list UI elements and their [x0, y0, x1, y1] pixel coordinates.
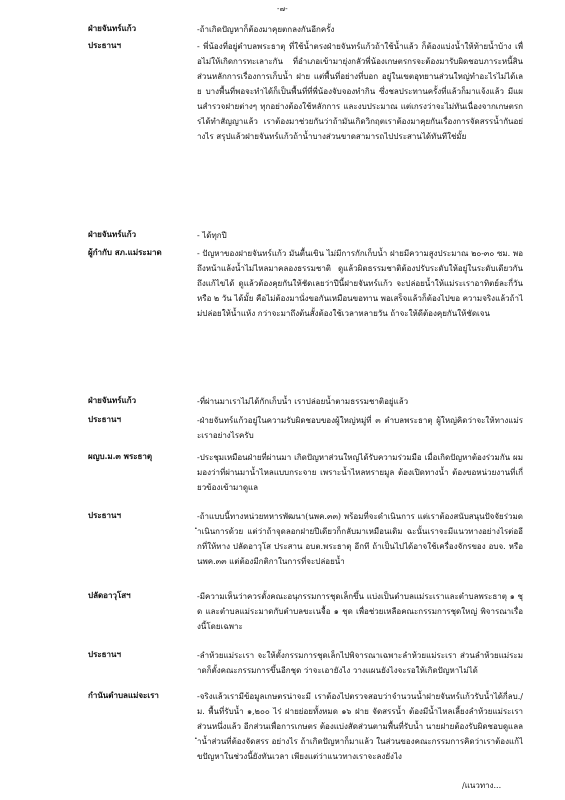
speaker-label: ประธานฯ — [88, 510, 122, 520]
speaker-label: กำนันตำบลแม่จะเรา — [88, 690, 159, 700]
minutes-entry — [0, 394, 565, 409]
minutes-entry — [0, 689, 565, 764]
statement-text: - พี่น้องที่อยู่ตำบลพระธาตุ ที่ใช้น้ำตรงฝ่ายจันทร์แก้วถ้าใช้น้ำแล้ว ก็ต้องแบ่งน้ำให้ท้ายน้ำบ้าง เพื่อไม่ให้เกิดการทะเลาะกัน ที่อำเภอเข้ามายุ่งกลัวพี่น้องเกษตรกรจะต้องมารับผิดชอบภาระหนี้สิน ส่วนหลักการเรื่องการเก็บน้ำ ฝาย แต่พื้นที่อย่างที่บอก อยู่ในเขตอุทยานส่วนใหญ่ทำอะไรไม่ได้เลย บางพื้นที่พอจะทำได้ก็เป็นพื้นที่ที่พี่น้องจับจองทำกิน ซึ่งชลประทานครั้งที่แล้วก็มาแจ้งแล้ว มีแผนสำรวจฝายต่างๆ ทุกอย่างต้องใช้หลักการ และงบประมาณ แต่เกรงว่าจะไม่ทันเนื่องจากเกษตรกรได้ทำสัญญาแล้ว เราต้องมาช่วยกันว่าถ้ามันเกิดวิกฤตเราต้องมาคุยกันเรื่องการจัดสรรน้ำกันอย่างไร สรุปแล้วฝายจันทร์แก้วถ้าน้ำบางส่วนขาดสามารถไปประสานได้ทันทีใช่มั้ย — [197, 42, 523, 141]
minutes-entry — [0, 509, 565, 569]
speaker-label: ประธานฯ — [88, 649, 122, 659]
statement-text: -ลำห้วยแม่ระเรา จะให้ตั้งกรรมการชุดเล็กไปพิจารณาเฉพาะลำห้วยแม่ระเรา ส่วนลำห้วยแม่ระมาดก็ตั้งคณะกรรมการขึ้นอีกชุด ว่าจะเอายังไง วางแผนยังไงจะรอให้เกิดปัญหาไม่ได้ — [197, 651, 523, 675]
speaker-label: ผญบ.ม.๓ พระธาตุ — [88, 451, 153, 461]
continuation-marker: /แนวทาง... — [462, 781, 502, 790]
statement-text: - ได้ทุกปี — [197, 231, 227, 240]
statement-text: -มีความเห็นว่าควรตั้งคณะอนุกรรมการชุดเล็กขึ้น แบ่งเป็นตำบลแม่ระเราและตำบลพระธาตุ ๑ ชุด และตำบลแม่ระมาดกับตำบลขะเนจื้อ ๑ ชุด เพื่อช่วยเหลือคณะกรรมการชุดใหญ่ พิจารณาเรื่องนี้โดยเฉพาะ — [197, 592, 523, 631]
minutes-entry — [0, 22, 565, 37]
page-number: -๗- — [277, 5, 288, 13]
statement-text: -ที่ผ่านมาเราไม่ได้กักเก็บน้ำ เราปล่อยน้ำตามธรรมชาติอยู่แล้ว — [197, 397, 409, 406]
speaker-label: ประธานฯ — [88, 414, 122, 424]
speaker-label: ผู้กำกับ สภ.แม่ระมาด — [88, 247, 162, 257]
speaker-label: ฝ่ายจันทร์แก้ว — [88, 23, 137, 33]
speaker-label: ปลัดอาวุโสฯ — [88, 590, 131, 600]
minutes-entry — [0, 413, 565, 443]
speaker-label: ฝ่ายจันทร์แก้ว — [88, 229, 137, 239]
minutes-entry — [0, 589, 565, 634]
statement-text: -ถ้าแบบนี้ทางหน่วยทหารพัฒนา(นพค.๓๓) พร้อมที่จะดำเนินการ แต่เราต้องสนับสนุนปัจจัยร่วมดำเนินการด้วย แต่ว่าถ้าจุดลอกฝายปีเดียวก็กลับมาเหมือนเดิม ฉะนั้นเราจะมีแนวทางอย่างไรต่ออีกที่ให้ทาง ปลัดอาวุโส ประสาน อบต.พระธาตุ อีกที ถ้าเป็นไปได้อาจใช้เครื่องจักรของ อบจ. หรือ นพค.๓๓ แต่ต้องมีกติกาในการที่จะปล่อยน้ำ — [197, 512, 523, 566]
statement-text: -ประชุมเหมือนฝ่ายที่ผ่านมา เกิดปัญหาส่วนใหญ่ได้รับความร่วมมือ เมื่อเกิดปัญหาต้องร่วมกัน ผมมองว่าที่ผ่านมาน้ำไหลแบบกระจาย เพราะน้ำไหลทรายมูล ต้องเปิดทางน้ำ ต้องขอหน่วยงานที่เกี่ยวข้องเข้ามาดูแล — [197, 453, 523, 492]
speaker-label: ฝ่ายจันทร์แก้ว — [88, 395, 137, 405]
statement-text: -จริงแล้วเรามีข้อมูลเกษตรน่าจะมี เราต้องไปตรวจสอบว่าจำนวนน้ำฝายจันทร์แก้วรับน้ำได้กี่ลบ./ม. พื้นที่รับน้ำ ๑,๒๐๐ ไร่ ฝายย่อยทั้งหมด ๑๖ ฝาย จัดสรรน้ำ ต้องมีน้ำไหลเลี้ยงลำห้วยแม่ระเรา ส่วนหนึ่งแล้ว อีกส่วนเพื่อการเกษตร ต้องแบ่งสัดส่วนตามพื้นที่รับน้ำ นายฝายต้องรับผิดชอบดูแลลำน้ำส่วนที่ต้องจัดสรร อย่างไร ถ้าเกิดปัญหาก็มาแล้ว ในส่วนของคณะกรรมการคิดว่าเราต้องแก้ไขปัญหาในช่วงนี้ยังทันเวลา เพียงแต่ว่าแนวทางเราจะลงยังไง — [197, 692, 523, 761]
statement-text: - ปัญหาของฝายจันทร์แก้ว มันตื้นเขิน ไม่มีการกักเก็บน้ำ ฝายมีความสูงประมาณ ๒๐-๓๐ ซม. พอถึงหน้าแล้งน้ำไม่ไหลมาคลองธรรมชาติ ดูแล้วผิดธรรมชาติต้องปรับระดับให้อยู่ในระดับเดียวกันถึงแก้ไขได้ ดูแล้วต้องคุยกันให้ชัดเลยว่าปีนี้ฝายจันทร์แก้ว จะปล่อยน้ำให้แม่ระเราอาทิตย์ละกี่วัน หรือ ๒ วัน ได้มั้ย คือไม่ต้องมานั่งขอกันเหมือนขอทาน พอเสร็จแล้วก็ต้องไปขอ ความจริงแล้วถ้าไม่ปล่อยให้น้ำแห้ง กว่าจะมาถึงต้นสั้งต้องใช้เวลาหลายวัน ถ้าจะให้ดีต้องคุยกันให้ชัดเจน — [197, 249, 523, 318]
speaker-label: ประธานฯ — [88, 40, 122, 50]
minutes-entry — [0, 39, 565, 144]
statement-text: -ถ้าเกิดปัญหาก็ต้องมาคุยตกลงกันอีกครั้ง — [197, 25, 335, 34]
minutes-entry — [0, 450, 565, 495]
minutes-entry — [0, 246, 565, 321]
statement-text: -ฝ่ายจันทร์แก้วอยู่ในความรับผิดชอบของผู้ใหญ่หมู่ที่ ๓ ตำบลพระธาตุ ผู้ใหญ่คิดว่าจะให้ทางแม่ระเราอย่างไรครับ — [197, 416, 523, 440]
minutes-entry — [0, 648, 565, 678]
minutes-entry — [0, 228, 565, 243]
